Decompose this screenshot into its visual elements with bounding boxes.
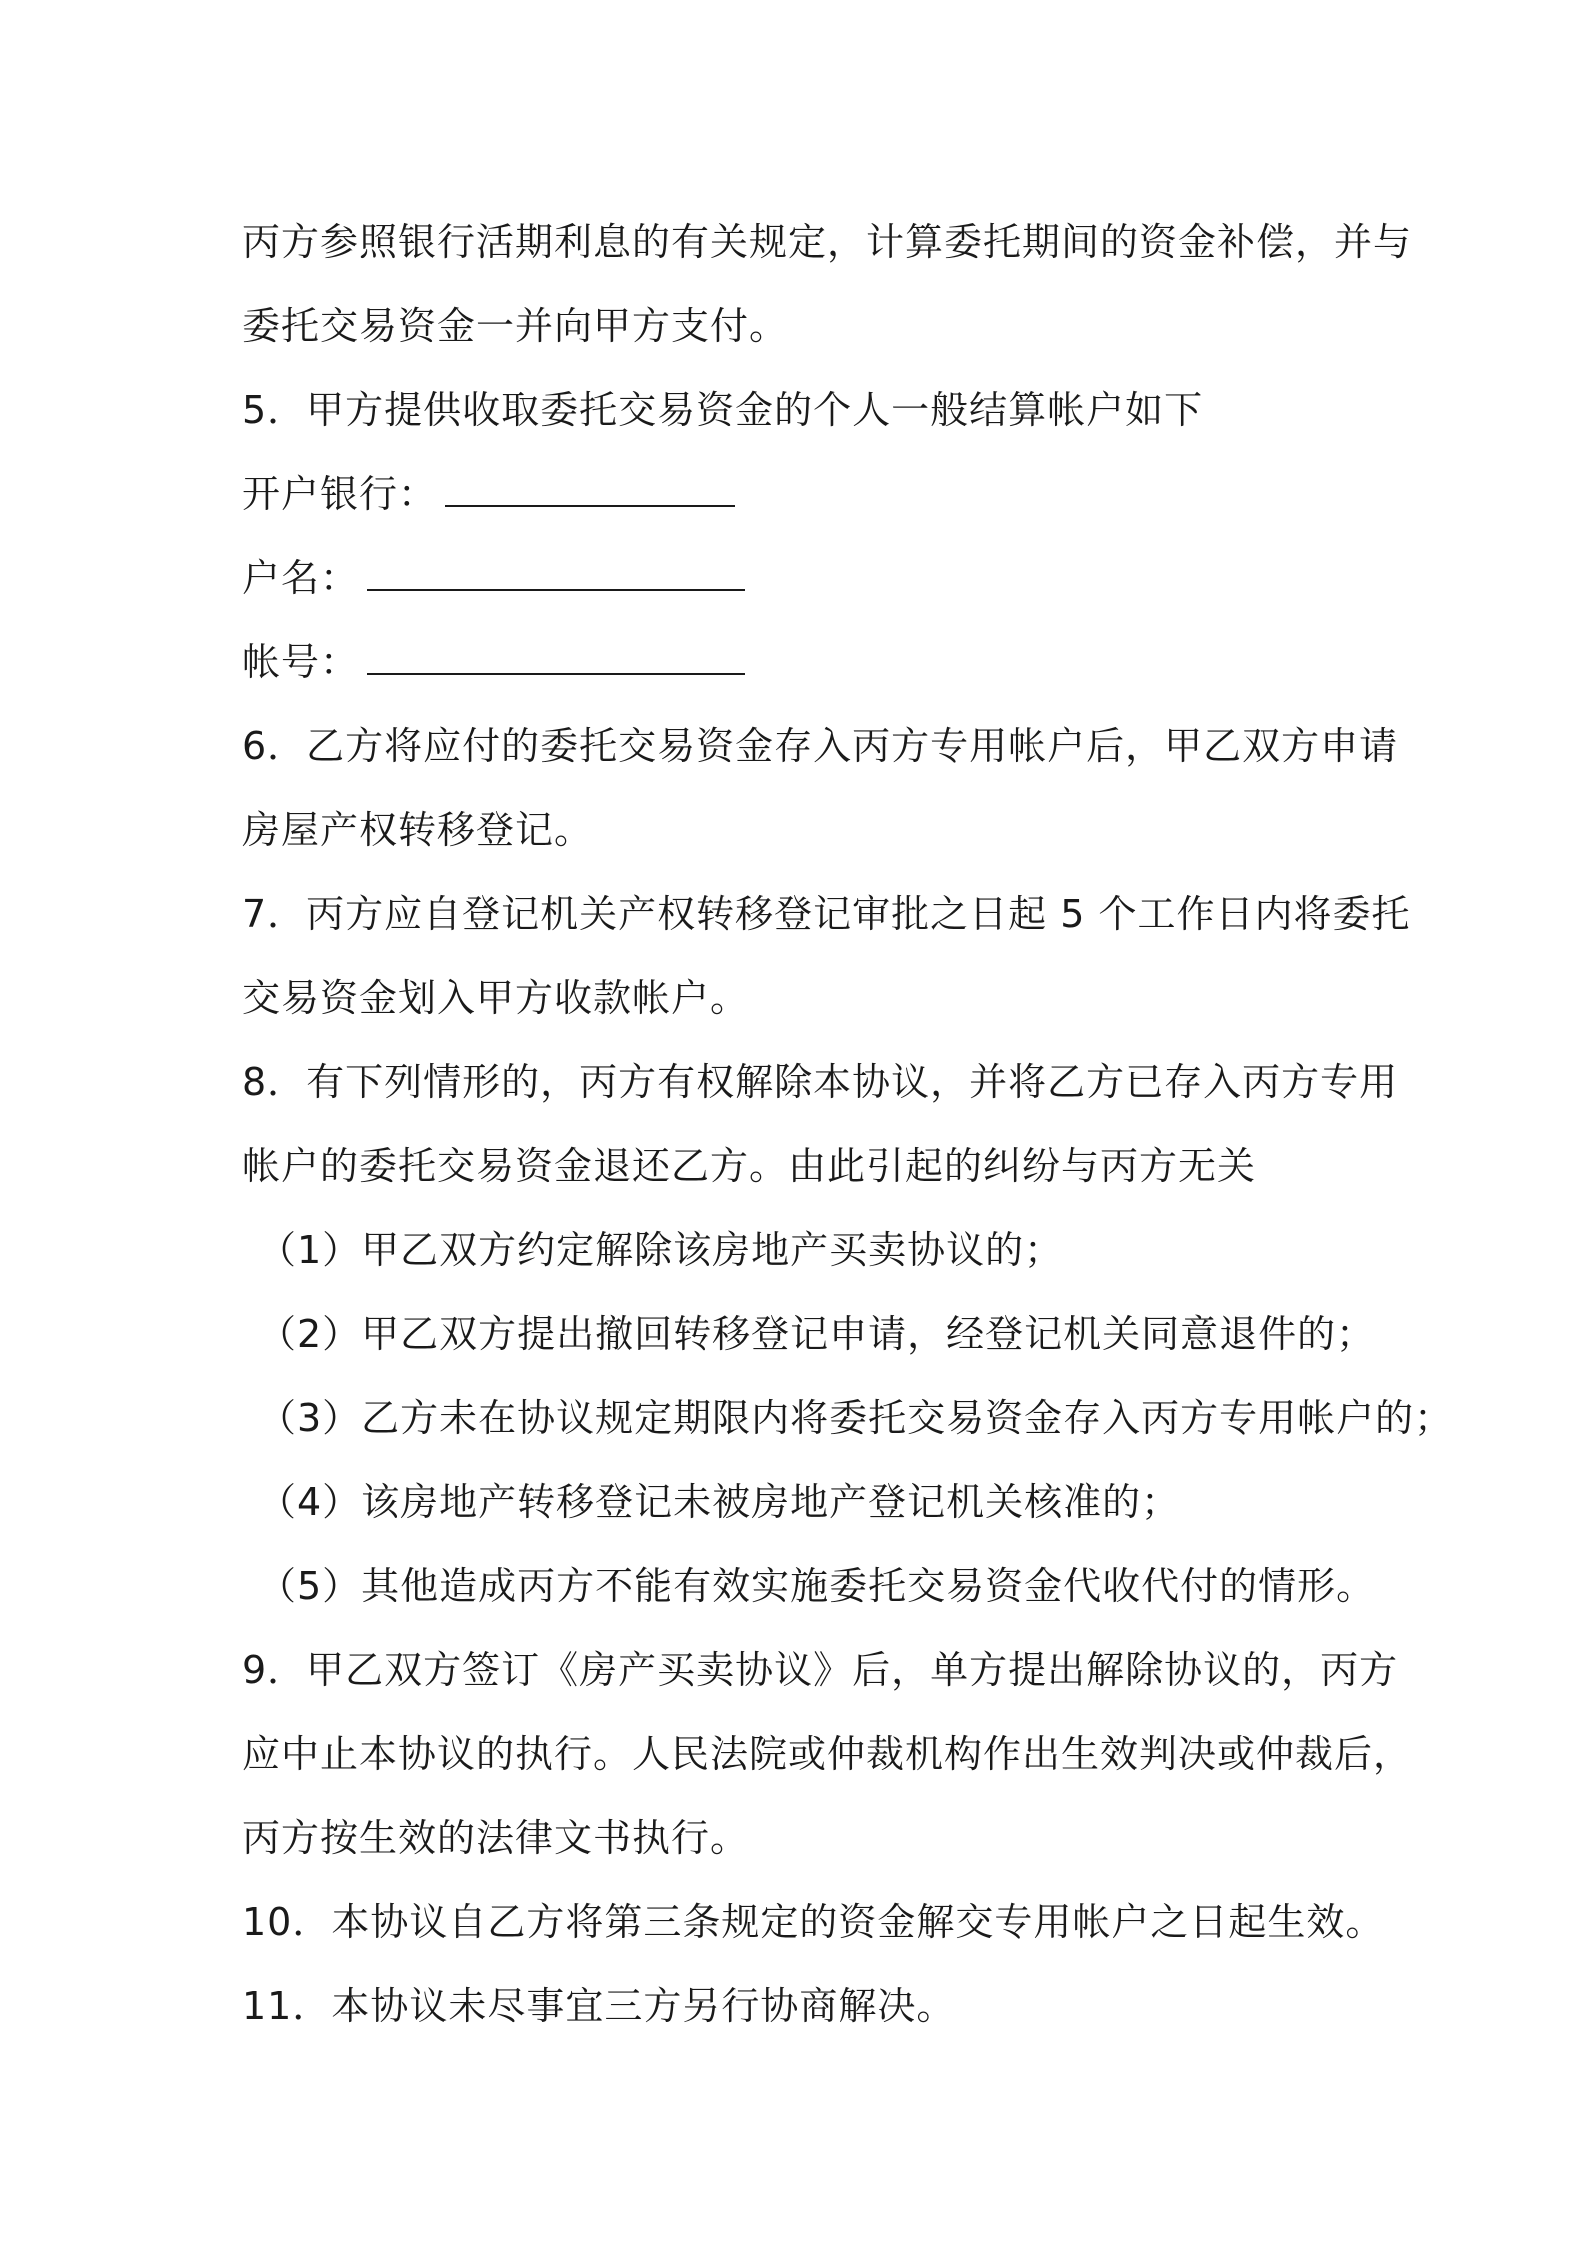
account-number-label: 帐号：	[242, 640, 360, 684]
clause-8-line: 帐户的委托交易资金退还乙方。由此引起的纠纷与丙方无关	[242, 1144, 1257, 1188]
document-body	[242, 200, 1454, 2048]
clause-9-line: 丙方按生效的法律文书执行。	[242, 1816, 750, 1860]
clause-8-line: 8．有下列情形的，丙方有权解除本协议，并将乙方已存入丙方专用	[242, 1060, 1399, 1104]
account-name-field	[242, 536, 1402, 620]
list-item: （1）甲乙双方约定解除该房地产买卖协议的；	[258, 1228, 1064, 1272]
list-item: （4）该房地产转移登记未被房地产登记机关核准的；	[258, 1480, 1181, 1524]
clause-6-line: 6．乙方将应付的委托交易资金存入丙方专用帐户后，甲乙双方申请	[242, 724, 1399, 768]
account-number-blank	[367, 639, 745, 675]
account-number-field	[242, 620, 1402, 704]
bank-field-blank	[445, 471, 735, 507]
list-item: （3）乙方未在协议规定期限内将委托交易资金存入丙方专用帐户的；	[258, 1396, 1454, 1440]
paragraph-line: 丙方参照银行活期利息的有关规定，计算委托期间的资金补偿，并与	[242, 220, 1413, 264]
list-item: （5）其他造成丙方不能有效实施委托交易资金代收代付的情形。	[258, 1564, 1376, 1608]
clause-6-line: 房屋产权转移登记。	[242, 808, 594, 852]
clause-9-line: 应中止本协议的执行。人民法院或仲裁机构作出生效判决或仲裁后，	[242, 1732, 1413, 1776]
clause-7-line: 交易资金划入甲方收款帐户。	[242, 976, 750, 1020]
clause-5: 5．甲方提供收取委托交易资金的个人一般结算帐户如下	[242, 388, 1204, 432]
list-item: （2）甲乙双方提出撤回转移登记申请，经登记机关同意退件的；	[258, 1312, 1376, 1356]
bank-field-label: 开户银行：	[242, 472, 438, 516]
account-name-blank	[367, 555, 745, 591]
clause-10: 10．本协议自乙方将第三条规定的资金解交专用帐户之日起生效。	[242, 1900, 1385, 1944]
clause-11: 11．本协议未尽事宜三方另行协商解决。	[242, 1984, 956, 2028]
clause-7-line: 7．丙方应自登记机关产权转移登记审批之日起 5 个工作日内将委托	[242, 892, 1411, 936]
paragraph-line: 委托交易资金一并向甲方支付。	[242, 304, 789, 348]
bank-field	[242, 452, 1402, 536]
clause-9-line: 9．甲乙双方签订《房产买卖协议》后，单方提出解除协议的，丙方	[242, 1648, 1399, 1692]
account-name-label: 户名：	[242, 556, 360, 600]
